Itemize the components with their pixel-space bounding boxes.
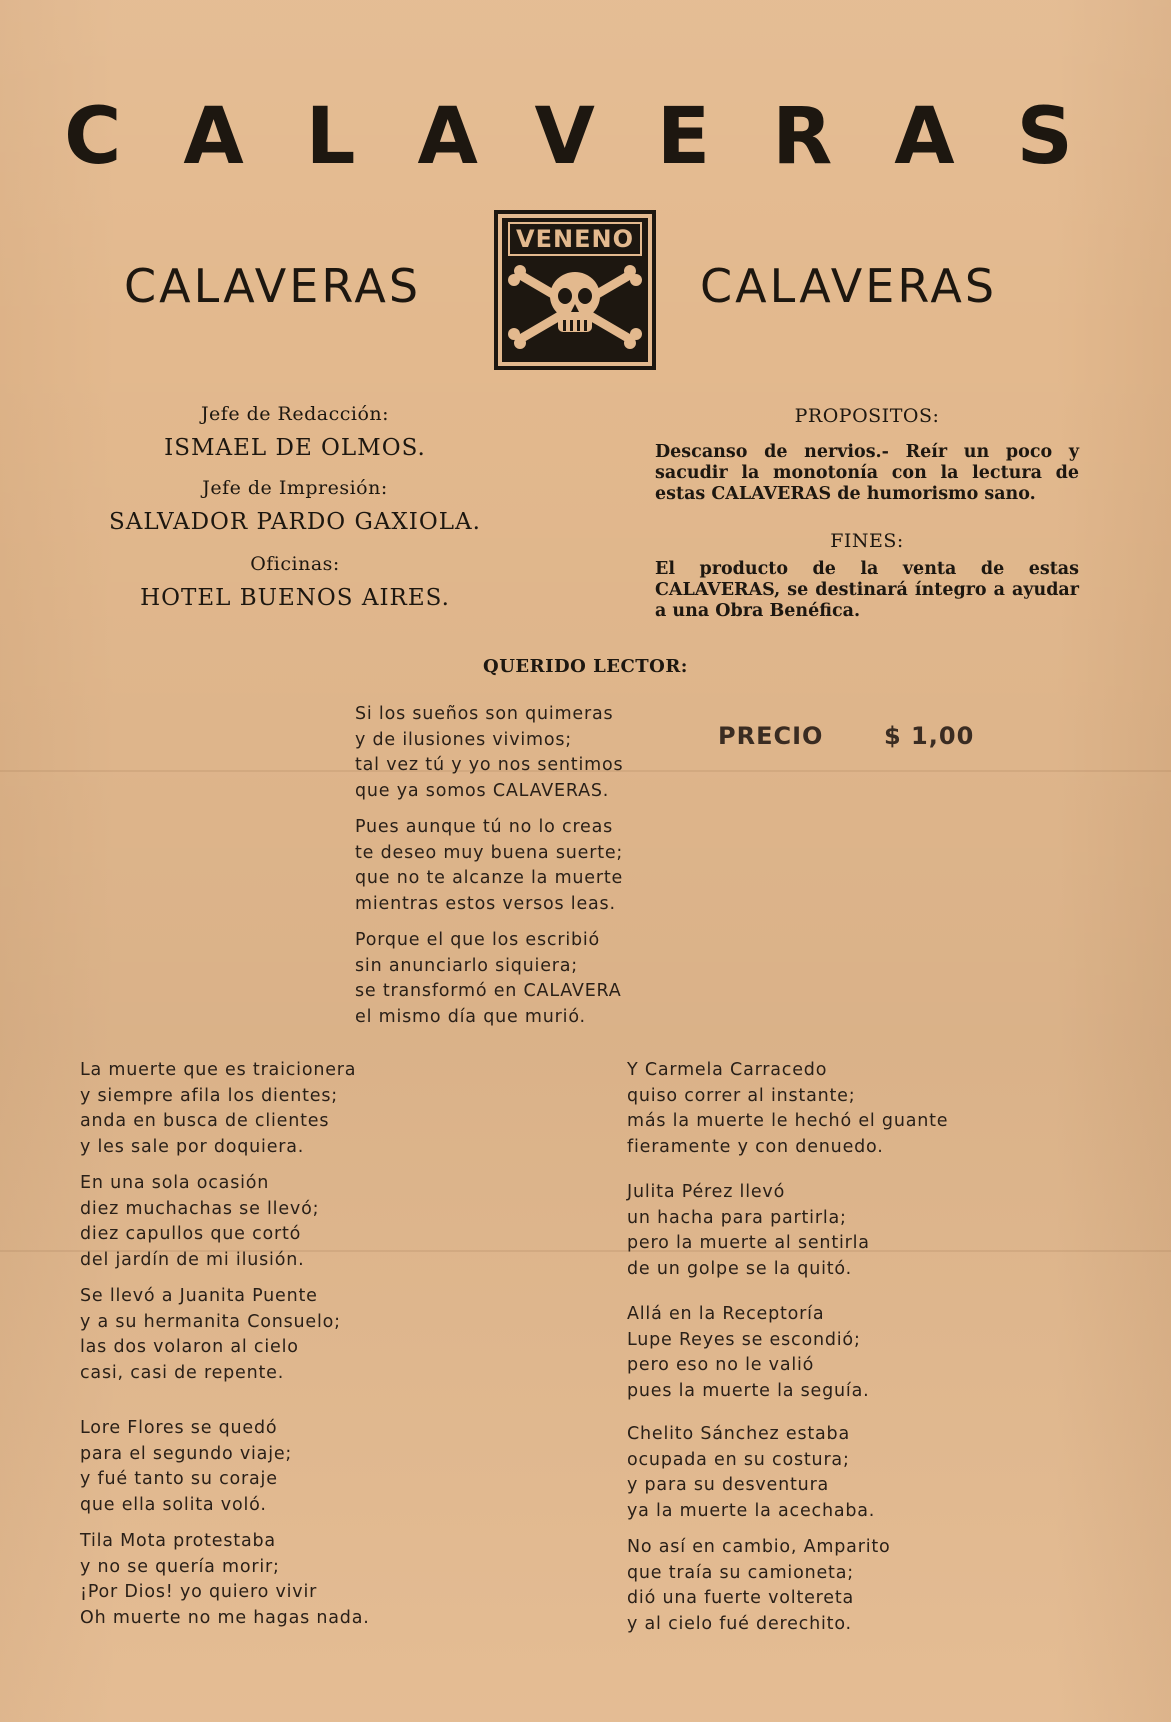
- price-label: PRECIO: [718, 722, 824, 750]
- editor-name: ISMAEL DE OLMOS.: [164, 435, 426, 461]
- printer-name: SALVADOR PARDO GAXIOLA.: [109, 509, 481, 535]
- editor-label: Jefe de Redacción:: [200, 403, 390, 425]
- poem-line: Y Carmela Carracedo: [627, 1060, 828, 1080]
- poem-line: Se llevó a Juanita Puente: [80, 1286, 318, 1306]
- poem-line: que traía su camioneta;: [627, 1562, 854, 1583]
- poem-line: del jardín de mi ilusión.: [80, 1249, 305, 1270]
- stanza: [80, 1171, 370, 1273]
- purposes-title: PROPOSITOS:: [794, 405, 940, 427]
- price-value: $ 1,00: [884, 722, 975, 750]
- stanza: [627, 1422, 948, 1524]
- poem-line: de un golpe se la quitó.: [627, 1258, 852, 1279]
- page-title: CALAVERAS: [64, 92, 1135, 182]
- poem-line: Porque el que los escribió: [355, 930, 601, 950]
- stanza: [80, 1284, 370, 1386]
- poem-line: mientras estos versos leas.: [355, 893, 616, 914]
- letter-heading: QUERIDO LECTOR:: [483, 656, 688, 677]
- poem-line: y a su hermanita Consuelo;: [80, 1311, 341, 1332]
- purposes-text: Descanso de nervios.- Reír un poco y sacudir la monotonía con la lectura de estas CALAVERAS de humorismo sano.: [655, 442, 1079, 504]
- poem-line: ocupada en su costura;: [627, 1449, 850, 1470]
- poem-line: Pues aunque tú no lo creas: [355, 817, 614, 837]
- poem-line: que no te alcanze la muerte: [355, 868, 624, 888]
- poem-line: No así en cambio, Amparito: [627, 1537, 891, 1557]
- poem-line: te deseo muy buena suerte;: [355, 842, 624, 863]
- poem-line: Lore Flores se quedó: [80, 1418, 278, 1438]
- ends-title: FINES:: [830, 530, 904, 552]
- poem-line: ¡Por Dios! yo quiero vivir: [80, 1582, 318, 1602]
- poem-line: y de ilusiones vivimos;: [355, 729, 573, 750]
- poem-line: un hacha para partirla;: [627, 1207, 847, 1228]
- purposes-block: [655, 404, 1079, 622]
- left-column-poem: [80, 1058, 370, 1642]
- letter-poem: [355, 702, 623, 1041]
- left-subtitle: CALAVERAS: [124, 259, 422, 313]
- poem-line: quiso correr al instante;: [627, 1085, 856, 1106]
- veneno-logo: [494, 210, 656, 370]
- poem-line: pero eso no le valió: [627, 1355, 815, 1375]
- poem-line: Allá en la Receptoría: [627, 1304, 825, 1324]
- poem-line: diez capullos que cortó: [80, 1224, 302, 1244]
- poem-line: dió una fuerte voltereta: [627, 1588, 855, 1608]
- poem-line: para el segundo viaje;: [80, 1443, 293, 1464]
- poem-line: y no se quería morir;: [80, 1556, 280, 1577]
- right-column-poem: [627, 1058, 948, 1648]
- poem-line: casi, casi de repente.: [80, 1362, 285, 1383]
- poem-line: ya la muerte la acechaba.: [627, 1500, 876, 1521]
- poem-line: pues la muerte la seguía.: [627, 1380, 870, 1401]
- stanza: [627, 1180, 948, 1282]
- stanza: [627, 1302, 948, 1404]
- offices-label: Oficinas:: [250, 553, 340, 575]
- poem-line: que ella solita voló.: [80, 1494, 267, 1515]
- poem-line: La muerte que es traicionera: [80, 1060, 357, 1080]
- poem-line: diez muchachas se llevó;: [80, 1198, 320, 1219]
- stanza: [355, 815, 623, 917]
- poem-line: y siempre afila los dientes;: [80, 1085, 338, 1106]
- printer-label: Jefe de Impresión:: [202, 477, 388, 499]
- poem-line: y para su desventura: [627, 1475, 830, 1495]
- poem-line: fieramente y con denuedo.: [627, 1136, 884, 1157]
- credits-block: [70, 402, 520, 612]
- poem-line: tal vez tú y yo nos sentimos: [355, 755, 624, 775]
- poem-line: pero la muerte al sentirla: [627, 1233, 870, 1253]
- poem-line: Lupe Reyes se escondió;: [627, 1329, 861, 1350]
- ends-text: El producto de la venta de estas CALAVERAS, se destinará íntegro a ayudar a una Obra Benéfica.: [655, 559, 1079, 621]
- poem-line: más la muerte le hechó el guante: [627, 1111, 949, 1131]
- skull-crossbones-icon: [508, 258, 642, 350]
- poem-line: En una sola ocasión: [80, 1173, 270, 1193]
- poem-line: anda en busca de clientes: [80, 1111, 330, 1131]
- poem-line: y fué tanto su coraje: [80, 1469, 278, 1489]
- stanza: [355, 928, 623, 1030]
- offices-name: HOTEL BUENOS AIRES.: [140, 585, 450, 611]
- poem-line: y al cielo fué derechito.: [627, 1613, 852, 1634]
- poem-line: Oh muerte no me hagas nada.: [80, 1607, 370, 1628]
- poem-line: Si los sueños son quimeras: [355, 704, 614, 724]
- poem-line: el mismo día que murió.: [355, 1006, 586, 1027]
- logo-label: VENENO: [508, 222, 642, 256]
- stanza: [80, 1058, 370, 1160]
- poem-line: que ya somos CALAVERAS.: [355, 780, 610, 801]
- stanza: [80, 1529, 370, 1631]
- right-subtitle: CALAVERAS: [700, 259, 998, 313]
- poem-line: las dos volaron al cielo: [80, 1337, 299, 1357]
- stanza: [355, 702, 623, 804]
- stanza: [80, 1416, 370, 1518]
- poem-line: Julita Pérez llevó: [627, 1182, 786, 1202]
- poem-line: se transformó en CALAVERA: [355, 981, 622, 1001]
- poem-line: Chelito Sánchez estaba: [627, 1424, 850, 1444]
- stanza: [627, 1058, 948, 1160]
- poem-line: sin anunciarlo siquiera;: [355, 955, 578, 976]
- poem-line: Tila Mota protestaba: [80, 1531, 276, 1551]
- stanza: [627, 1535, 948, 1637]
- poem-line: y les sale por doquiera.: [80, 1136, 305, 1157]
